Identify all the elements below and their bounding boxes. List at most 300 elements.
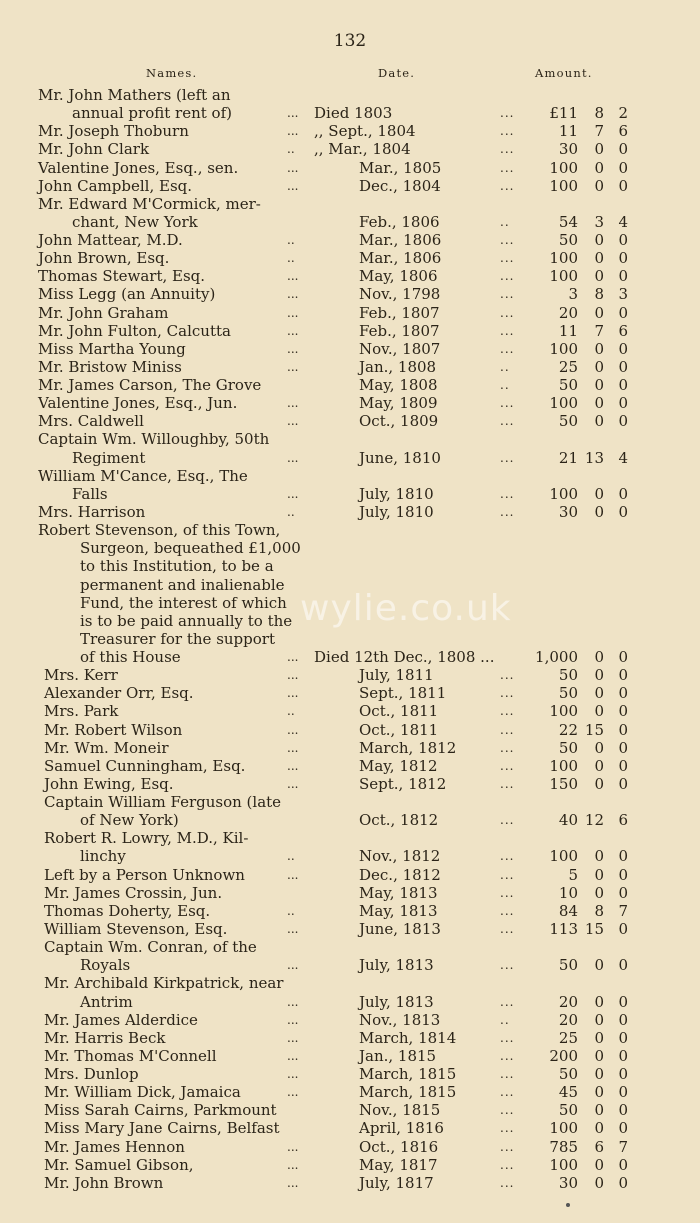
amount-pence: 0 (618, 883, 628, 902)
leader-dots: ... (500, 251, 515, 266)
entry-name: Left by a Person Unknown (44, 865, 245, 884)
amount-pounds: 20 (558, 303, 578, 322)
leader-dots: ... (500, 341, 515, 356)
leader-dots: ... (287, 776, 299, 791)
entry-name: John Ewing, Esq. (44, 774, 174, 793)
entry-date: July, 1817 (359, 1173, 434, 1192)
amount-pounds: 100 (549, 756, 578, 775)
leader-dots: ... (287, 396, 299, 411)
entry-name: Mr. Edward M'Cormick, mer- (38, 194, 261, 213)
entry-name: John Campbell, Esq. (38, 176, 193, 195)
amount-pounds: 785 (549, 1137, 578, 1156)
entry-date: May, 1817 (359, 1155, 438, 1174)
leader-dots: .. (500, 1012, 510, 1027)
entry-date: April, 1816 (359, 1119, 444, 1138)
amount-shillings: 0 (594, 702, 604, 721)
entry-date: March, 1815 (359, 1065, 457, 1084)
amount-shillings: 0 (594, 484, 604, 503)
watermark: wylie.co.uk (300, 588, 512, 629)
amount-pounds: 100 (549, 158, 578, 177)
entry-date: Sept., 1812 (359, 774, 447, 793)
entry-name: Mr. Archibald Kirkpatrick, near (44, 974, 284, 993)
entry-name: Mrs. Dunlop (44, 1065, 139, 1084)
entry-name: annual profit rent of) (72, 104, 232, 123)
leader-dots: ... (500, 849, 515, 864)
leader-dots: ... (500, 414, 515, 429)
amount-pounds: 84 (558, 901, 578, 920)
amount-pounds: 100 (549, 339, 578, 358)
list-item (0, 557, 700, 575)
list-item (0, 775, 700, 793)
amount-pence: 3 (618, 285, 628, 304)
entry-name: Mrs. Caldwell (38, 412, 144, 431)
amount-shillings: 0 (594, 1083, 604, 1102)
leader-dots: ... (287, 1030, 299, 1045)
amount-pence: 0 (618, 1083, 628, 1102)
leader-dots: ... (287, 994, 299, 1009)
leader-dots: ... (287, 1157, 299, 1172)
leader-dots: ... (500, 1121, 515, 1136)
amount-pounds: 100 (549, 847, 578, 866)
amount-shillings: 0 (594, 865, 604, 884)
amount-pounds: 100 (549, 176, 578, 195)
amount-shillings: 0 (594, 774, 604, 793)
entry-date: May, 1812 (359, 756, 438, 775)
list-item (0, 920, 700, 938)
amount-pounds: 50 (558, 1065, 578, 1084)
amount-pence: 0 (618, 376, 628, 395)
amount-pounds: 200 (549, 1046, 578, 1065)
leader-dots: ... (287, 323, 299, 338)
list-item (0, 1029, 700, 1047)
entry-name: Robert Stevenson, of this Town, (38, 521, 281, 540)
entry-name: Mr. Bristow Miniss (38, 357, 182, 376)
leader-dots: ... (500, 813, 515, 828)
list-item (0, 159, 700, 177)
amount-pounds: 30 (558, 1173, 578, 1192)
leader-dots: ... (500, 903, 515, 918)
leader-dots: ... (500, 305, 515, 320)
leader-dots: ... (287, 668, 299, 683)
entry-date: Dec., 1804 (359, 176, 441, 195)
leader-dots: ... (500, 106, 515, 121)
amount-pence: 0 (618, 412, 628, 431)
amount-pence: 0 (618, 484, 628, 503)
entry-date: May, 1813 (359, 883, 438, 902)
leader-dots: ... (500, 1048, 515, 1063)
list-item (0, 285, 700, 303)
list-item (0, 721, 700, 739)
entry-date: Feb., 1807 (359, 303, 440, 322)
leader-dots: .. (287, 142, 295, 157)
amount-shillings: 0 (594, 684, 604, 703)
entry-name: Mr. James Alderdice (44, 1010, 198, 1029)
list-item (0, 739, 700, 757)
leader-dots: ... (500, 178, 515, 193)
entry-name: Mr. James Hennon (44, 1137, 185, 1156)
list-item (0, 104, 700, 122)
list-item (0, 304, 700, 322)
amount-pounds: 100 (549, 267, 578, 286)
leader-dots: ... (500, 1175, 515, 1190)
amount-pence: 4 (618, 448, 628, 467)
leader-dots: ... (287, 722, 299, 737)
entry-name: of this House (80, 648, 181, 667)
leader-dots: ... (287, 486, 299, 501)
list-item (0, 1174, 700, 1192)
leader-dots: ... (500, 921, 515, 936)
entry-name: Mr. James Crossin, Jun. (44, 883, 223, 902)
amount-pounds: 100 (549, 484, 578, 503)
list-item (0, 177, 700, 195)
leader-dots: ... (287, 1067, 299, 1082)
amount-pounds: 100 (549, 702, 578, 721)
list-item (0, 630, 700, 648)
amount-shillings: 15 (584, 720, 604, 739)
leader-dots: .. (287, 903, 295, 918)
entry-date: July, 1810 (359, 484, 434, 503)
amount-pence: 0 (618, 756, 628, 775)
list-item (0, 902, 700, 920)
amount-pounds: 10 (558, 883, 578, 902)
amount-pence: 0 (618, 1119, 628, 1138)
list-item (0, 1047, 700, 1065)
list-item (0, 376, 700, 394)
amount-shillings: 0 (594, 176, 604, 195)
list-item (0, 811, 700, 829)
entry-name: Regiment (72, 448, 146, 467)
amount-shillings: 0 (594, 249, 604, 268)
entry-name: Valentine Jones, Esq., sen. (38, 158, 239, 177)
amount-pence: 0 (618, 1046, 628, 1065)
ink-mark (566, 1203, 570, 1207)
amount-shillings: 6 (594, 1137, 604, 1156)
amount-shillings: 0 (594, 376, 604, 395)
leader-dots: ... (500, 160, 515, 175)
entry-name: John Mattear, M.D. (38, 231, 183, 250)
leader-dots: ... (500, 323, 515, 338)
entry-date: March, 1814 (359, 1028, 457, 1047)
amount-pence: 0 (618, 956, 628, 975)
amount-pence: 0 (618, 502, 628, 521)
amount-shillings: 0 (594, 1155, 604, 1174)
entry-date: March, 1812 (359, 738, 457, 757)
entry-name: of New York) (80, 811, 179, 830)
leader-dots: ... (500, 124, 515, 139)
entry-name: Mr. Thomas M'Connell (44, 1046, 217, 1065)
entry-name: Mr. Harris Beck (44, 1028, 166, 1047)
leader-dots: ... (287, 650, 299, 665)
entry-date: Oct., 1816 (359, 1137, 439, 1156)
list-item (0, 648, 700, 666)
amount-pounds: 30 (558, 140, 578, 159)
entry-name: Mrs. Park (44, 702, 119, 721)
entry-name: Miss Legg (an Annuity) (38, 285, 216, 304)
amount-shillings: 0 (594, 738, 604, 757)
entry-date: Oct., 1811 (359, 702, 439, 721)
list-item (0, 86, 700, 104)
leader-dots: ... (500, 668, 515, 683)
amount-pence: 7 (618, 901, 628, 920)
leader-dots: ... (500, 958, 515, 973)
list-item (0, 394, 700, 412)
entry-name: Mrs. Kerr (44, 666, 118, 685)
entry-name: Antrim (80, 992, 133, 1011)
amount-pence: 0 (618, 992, 628, 1011)
leader-dots: ... (500, 740, 515, 755)
entry-name: Thomas Doherty, Esq. (44, 901, 211, 920)
leader-dots: ... (500, 450, 515, 465)
entry-date: Died 12th Dec., 1808 ... (314, 648, 495, 667)
leader-dots: ... (500, 1030, 515, 1045)
entry-date: Dec., 1812 (359, 865, 441, 884)
list-item (0, 829, 700, 847)
amount-pence: 6 (618, 122, 628, 141)
entry-name: Mr. William Dick, Jamaica (44, 1083, 241, 1102)
entry-date: Nov., 1807 (359, 339, 441, 358)
list-item (0, 702, 700, 720)
amount-pence: 0 (618, 865, 628, 884)
list-item (0, 884, 700, 902)
entry-name: Falls (72, 484, 108, 503)
entry-date: July, 1813 (359, 992, 434, 1011)
list-item (0, 847, 700, 865)
amount-pounds: 25 (558, 1028, 578, 1047)
list-item (0, 938, 700, 956)
amount-shillings: 0 (594, 140, 604, 159)
entry-name: linchy (80, 847, 126, 866)
amount-pence: 4 (618, 212, 628, 231)
entry-name: is to be paid annually to the (80, 611, 293, 630)
leader-dots: ... (500, 1139, 515, 1154)
list-item (0, 322, 700, 340)
amount-pounds: 1,000 (535, 648, 578, 667)
amount-pence: 0 (618, 231, 628, 250)
list-item (0, 1138, 700, 1156)
leader-dots: .. (500, 214, 510, 229)
amount-shillings: 0 (594, 303, 604, 322)
leader-dots: .. (287, 504, 295, 519)
amount-pence: 0 (618, 1101, 628, 1120)
entry-date: May, 1813 (359, 901, 438, 920)
amount-shillings: 0 (594, 1046, 604, 1065)
amount-shillings: 0 (594, 666, 604, 685)
amount-shillings: 0 (594, 648, 604, 667)
header-names: Names. (146, 66, 198, 80)
leader-dots: ... (287, 1048, 299, 1063)
entry-date: Nov., 1812 (359, 847, 441, 866)
amount-pence: 0 (618, 249, 628, 268)
amount-shillings: 15 (584, 919, 604, 938)
entry-date: Nov., 1813 (359, 1010, 441, 1029)
amount-pounds: 25 (558, 357, 578, 376)
amount-pounds: 22 (558, 720, 578, 739)
entry-date: Oct., 1811 (359, 720, 439, 739)
amount-shillings: 3 (594, 212, 604, 231)
leader-dots: ... (500, 1157, 515, 1172)
leader-dots: ... (500, 504, 515, 519)
amount-pounds: 40 (558, 811, 578, 830)
amount-pence: 0 (618, 357, 628, 376)
entry-date: July, 1813 (359, 956, 434, 975)
amount-shillings: 0 (594, 883, 604, 902)
list-item (0, 1101, 700, 1119)
amount-pounds: 11 (558, 321, 578, 340)
amount-pence: 0 (618, 158, 628, 177)
entry-name: William Stevenson, Esq. (44, 919, 228, 938)
amount-pounds: 5 (568, 865, 578, 884)
entry-date: Jan., 1815 (359, 1046, 437, 1065)
amount-pence: 0 (618, 339, 628, 358)
entry-name: Mr. Joseph Thoburn (38, 122, 189, 141)
amount-shillings: 0 (594, 357, 604, 376)
entry-name: Captain Wm. Willoughby, 50th (38, 430, 270, 449)
amount-pounds: 11 (558, 122, 578, 141)
entry-name: Captain William Ferguson (late (44, 793, 282, 812)
entry-name: Miss Martha Young (38, 339, 186, 358)
amount-pounds: 113 (549, 919, 578, 938)
amount-pounds: 50 (558, 684, 578, 703)
entry-name: Mr. Samuel Gibson, (44, 1155, 194, 1174)
entry-name: Surgeon, bequeathed £1,000 (80, 539, 301, 558)
leader-dots: ... (287, 178, 299, 193)
leader-dots: ... (287, 106, 299, 121)
amount-shillings: 7 (594, 122, 604, 141)
amount-pounds: 50 (558, 666, 578, 685)
leader-dots: .. (500, 378, 510, 393)
entry-date: Sept., 1811 (359, 684, 447, 703)
list-item (0, 231, 700, 249)
entry-date: Jan., 1808 (359, 357, 437, 376)
entry-name: Mr. Robert Wilson (44, 720, 183, 739)
leader-dots: ... (287, 414, 299, 429)
amount-pence: 0 (618, 176, 628, 195)
entry-name: permanent and inalienable (80, 575, 285, 594)
amount-pence: 0 (618, 303, 628, 322)
entry-name: chant, New York (72, 212, 198, 231)
entry-name: Mr. James Carson, The Grove (38, 376, 262, 395)
leader-dots: ... (287, 450, 299, 465)
entry-date: Mar., 1805 (359, 158, 442, 177)
list-item (0, 521, 700, 539)
list-item (0, 467, 700, 485)
amount-pence: 0 (618, 267, 628, 286)
entry-name: Mr. John Brown (44, 1173, 164, 1192)
leader-dots: ... (287, 1139, 299, 1154)
amount-shillings: 13 (584, 448, 604, 467)
header-date: Date. (378, 66, 416, 80)
amount-pounds: 20 (558, 1010, 578, 1029)
leader-dots: ... (500, 867, 515, 882)
amount-shillings: 0 (594, 1101, 604, 1120)
amount-pence: 0 (618, 720, 628, 739)
leader-dots: ... (500, 885, 515, 900)
entry-name: John Brown, Esq. (38, 249, 170, 268)
amount-pounds: 45 (558, 1083, 578, 1102)
amount-pence: 0 (618, 702, 628, 721)
leader-dots: ... (500, 704, 515, 719)
leader-dots: .. (287, 251, 295, 266)
amount-pence: 6 (618, 811, 628, 830)
amount-pence: 0 (618, 919, 628, 938)
amount-pence: 0 (618, 1010, 628, 1029)
amount-pence: 0 (618, 394, 628, 413)
amount-pence: 7 (618, 1137, 628, 1156)
entry-name: Thomas Stewart, Esq. (38, 267, 206, 286)
amount-pounds: 150 (549, 774, 578, 793)
entry-date: Feb., 1807 (359, 321, 440, 340)
amount-shillings: 0 (594, 992, 604, 1011)
entry-name: to this Institution, to be a (80, 557, 274, 576)
entry-name: Fund, the interest of which (80, 593, 287, 612)
list-item (0, 340, 700, 358)
list-item (0, 430, 700, 448)
leader-dots: ... (500, 269, 515, 284)
amount-pence: 0 (618, 774, 628, 793)
leader-dots: ... (500, 758, 515, 773)
leader-dots: ... (500, 776, 515, 791)
amount-shillings: 8 (594, 901, 604, 920)
entry-date: June, 1813 (359, 919, 441, 938)
leader-dots: ... (287, 341, 299, 356)
amount-shillings: 0 (594, 339, 604, 358)
entry-name: Treasurer for the support (80, 629, 275, 648)
leader-dots: ... (287, 359, 299, 374)
leader-dots: ... (500, 1067, 515, 1082)
list-item (0, 449, 700, 467)
list-item (0, 213, 700, 231)
entry-date: ,, Sept., 1804 (314, 122, 416, 141)
entry-date: Nov., 1798 (359, 285, 441, 304)
leader-dots: ... (287, 124, 299, 139)
amount-pounds: 54 (558, 212, 578, 231)
amount-shillings: 8 (594, 104, 604, 123)
entry-date: Oct., 1812 (359, 811, 439, 830)
leader-dots: ... (287, 758, 299, 773)
list-item (0, 249, 700, 267)
amount-pence: 0 (618, 1155, 628, 1174)
entry-name: Mr. John Mathers (left an (38, 86, 231, 104)
amount-pounds: £11 (549, 104, 578, 123)
leader-dots: ... (287, 1012, 299, 1027)
leader-dots: .. (287, 704, 295, 719)
leader-dots: .. (287, 849, 295, 864)
amount-pence: 2 (618, 104, 628, 123)
leader-dots: ... (287, 921, 299, 936)
leader-dots: ... (287, 740, 299, 755)
list-item (0, 1119, 700, 1137)
entry-date: Feb., 1806 (359, 212, 440, 231)
entry-date: Oct., 1809 (359, 412, 439, 431)
entry-name: Royals (80, 956, 131, 975)
leader-dots: ... (287, 1175, 299, 1190)
leader-dots: ... (500, 142, 515, 157)
list-item (0, 666, 700, 684)
list-item (0, 793, 700, 811)
amount-pounds: 3 (568, 285, 578, 304)
amount-pence: 0 (618, 666, 628, 685)
amount-pounds: 50 (558, 956, 578, 975)
leader-dots: ... (500, 1085, 515, 1100)
amount-shillings: 0 (594, 1010, 604, 1029)
amount-pounds: 100 (549, 394, 578, 413)
leader-dots: ... (500, 994, 515, 1009)
entry-name: Samuel Cunningham, Esq. (44, 756, 246, 775)
list-item (0, 140, 700, 158)
amount-pounds: 100 (549, 1155, 578, 1174)
entry-name: Mr. John Clark (38, 140, 150, 159)
leader-dots: .. (287, 233, 295, 248)
